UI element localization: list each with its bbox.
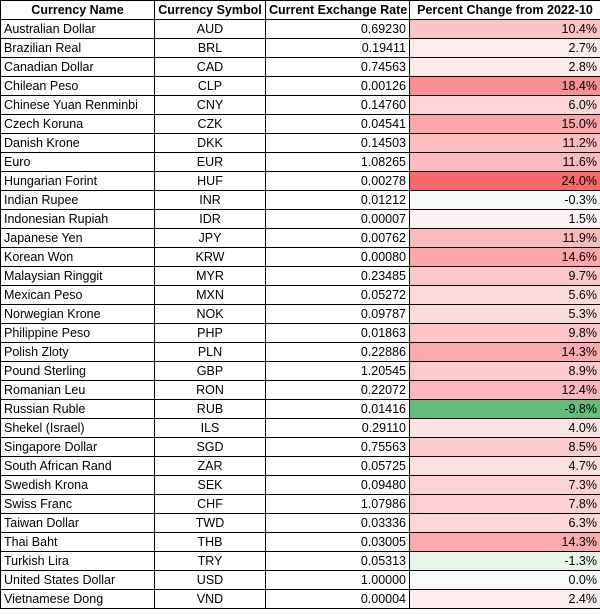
currency-name-cell: Shekel (Israel)	[1, 419, 155, 438]
percent-change-cell: 1.5%	[410, 210, 600, 229]
exchange-rate-cell: 0.00004	[266, 590, 410, 609]
currency-symbol-cell: KRW	[155, 248, 266, 267]
percent-change-cell: 8.9%	[410, 362, 600, 381]
currency-name-cell: Polish Zloty	[1, 343, 155, 362]
percent-change-cell: 4.0%	[410, 419, 600, 438]
table-row	[1, 533, 600, 552]
table-row	[1, 39, 600, 58]
exchange-rate-cell: 0.29110	[266, 419, 410, 438]
exchange-rate-cell: 0.00080	[266, 248, 410, 267]
table-row	[1, 552, 600, 571]
currency-name-cell: South African Rand	[1, 457, 155, 476]
currency-symbol-cell: RON	[155, 381, 266, 400]
table-row	[1, 115, 600, 134]
exchange-rate-cell: 1.00000	[266, 571, 410, 590]
exchange-rate-cell: 0.69230	[266, 20, 410, 39]
currency-symbol-cell: BRL	[155, 39, 266, 58]
currency-symbol-cell: TWD	[155, 514, 266, 533]
exchange-rate-cell: 1.08265	[266, 153, 410, 172]
percent-change-cell: 6.3%	[410, 514, 600, 533]
currency-symbol-cell: CZK	[155, 115, 266, 134]
header-exchange-rate: Current Exchange Rate	[266, 1, 410, 20]
currency-symbol-cell: TRY	[155, 552, 266, 571]
currency-symbol-cell: VND	[155, 590, 266, 609]
currency-name-cell: Swedish Krona	[1, 476, 155, 495]
currency-name-cell: Brazilian Real	[1, 39, 155, 58]
currency-name-cell: Danish Krone	[1, 134, 155, 153]
percent-change-cell: -9.8%	[410, 400, 600, 419]
currency-name-cell: Japanese Yen	[1, 229, 155, 248]
currency-symbol-cell: SEK	[155, 476, 266, 495]
exchange-rate-cell: 0.74563	[266, 58, 410, 77]
exchange-rate-cell: 0.03336	[266, 514, 410, 533]
exchange-rate-cell: 0.00762	[266, 229, 410, 248]
currency-symbol-cell: AUD	[155, 20, 266, 39]
header-row	[1, 1, 600, 20]
currency-name-cell: Thai Baht	[1, 533, 155, 552]
currency-name-cell: Indian Rupee	[1, 191, 155, 210]
table-row	[1, 324, 600, 343]
currency-symbol-cell: MYR	[155, 267, 266, 286]
table-row	[1, 134, 600, 153]
table-row	[1, 514, 600, 533]
percent-change-cell: 12.4%	[410, 381, 600, 400]
table-row	[1, 590, 600, 609]
currency-symbol-cell: THB	[155, 533, 266, 552]
table-row	[1, 476, 600, 495]
exchange-rate-cell: 0.14503	[266, 134, 410, 153]
currency-name-cell: Pound Sterling	[1, 362, 155, 381]
currency-symbol-cell: PLN	[155, 343, 266, 362]
percent-change-cell: 9.7%	[410, 267, 600, 286]
currency-symbol-cell: DKK	[155, 134, 266, 153]
percent-change-cell: 7.8%	[410, 495, 600, 514]
exchange-rate-cell: 0.00126	[266, 77, 410, 96]
table-row	[1, 20, 600, 39]
table-row	[1, 96, 600, 115]
currency-name-cell: Singapore Dollar	[1, 438, 155, 457]
percent-change-cell: 5.6%	[410, 286, 600, 305]
currency-symbol-cell: GBP	[155, 362, 266, 381]
currency-name-cell: Korean Won	[1, 248, 155, 267]
percent-change-cell: 11.6%	[410, 153, 600, 172]
currency-name-cell: Czech Koruna	[1, 115, 155, 134]
exchange-rate-cell: 0.00278	[266, 172, 410, 191]
percent-change-cell: -0.3%	[410, 191, 600, 210]
currency-name-cell: Chilean Peso	[1, 77, 155, 96]
percent-change-cell: 2.7%	[410, 39, 600, 58]
currency-symbol-cell: CAD	[155, 58, 266, 77]
table-row	[1, 457, 600, 476]
currency-name-cell: Turkish Lira	[1, 552, 155, 571]
exchange-rate-cell: 0.01863	[266, 324, 410, 343]
exchange-rate-cell: 0.04541	[266, 115, 410, 134]
table-row	[1, 248, 600, 267]
table-row	[1, 286, 600, 305]
currency-symbol-cell: SGD	[155, 438, 266, 457]
currency-symbol-cell: CNY	[155, 96, 266, 115]
currency-name-cell: Taiwan Dollar	[1, 514, 155, 533]
table-row	[1, 400, 600, 419]
currency-name-cell: Vietnamese Dong	[1, 590, 155, 609]
percent-change-cell: 5.3%	[410, 305, 600, 324]
percent-change-cell: 11.9%	[410, 229, 600, 248]
percent-change-cell: 0.0%	[410, 571, 600, 590]
percent-change-cell: 8.5%	[410, 438, 600, 457]
table-row	[1, 229, 600, 248]
currency-name-cell: Malaysian Ringgit	[1, 267, 155, 286]
currency-name-cell: Euro	[1, 153, 155, 172]
exchange-rate-cell: 0.09787	[266, 305, 410, 324]
currency-symbol-cell: IDR	[155, 210, 266, 229]
exchange-rate-cell: 0.75563	[266, 438, 410, 457]
currency-symbol-cell: HUF	[155, 172, 266, 191]
currency-symbol-cell: CHF	[155, 495, 266, 514]
currency-name-cell: Chinese Yuan Renminbi	[1, 96, 155, 115]
table-row	[1, 343, 600, 362]
percent-change-cell: 7.3%	[410, 476, 600, 495]
table-row	[1, 438, 600, 457]
exchange-rate-cell: 1.07986	[266, 495, 410, 514]
currency-symbol-cell: ILS	[155, 419, 266, 438]
exchange-rate-cell: 0.05313	[266, 552, 410, 571]
table-row	[1, 191, 600, 210]
currency-name-cell: Romanian Leu	[1, 381, 155, 400]
percent-change-cell: 10.4%	[410, 20, 600, 39]
exchange-rate-cell: 0.00007	[266, 210, 410, 229]
currency-symbol-cell: USD	[155, 571, 266, 590]
percent-change-cell: 2.4%	[410, 590, 600, 609]
currency-name-cell: Hungarian Forint	[1, 172, 155, 191]
currency-name-cell: Russian Ruble	[1, 400, 155, 419]
currency-name-cell: United States Dollar	[1, 571, 155, 590]
table-row	[1, 172, 600, 191]
percent-change-cell: 14.3%	[410, 533, 600, 552]
exchange-rate-cell: 0.01212	[266, 191, 410, 210]
exchange-rate-cell: 0.22072	[266, 381, 410, 400]
currency-symbol-cell: ZAR	[155, 457, 266, 476]
header-percent-change: Percent Change from 2022-10	[410, 1, 600, 20]
table-row	[1, 495, 600, 514]
percent-change-cell: 15.0%	[410, 115, 600, 134]
exchange-rate-cell: 0.19411	[266, 39, 410, 58]
exchange-rate-cell: 0.03005	[266, 533, 410, 552]
header-currency-symbol: Currency Symbol	[155, 1, 266, 20]
percent-change-cell: 6.0%	[410, 96, 600, 115]
percent-change-cell: 9.8%	[410, 324, 600, 343]
currency-name-cell: Australian Dollar	[1, 20, 155, 39]
table-row	[1, 419, 600, 438]
currency-name-cell: Indonesian Rupiah	[1, 210, 155, 229]
table-row	[1, 77, 600, 96]
exchange-rate-cell: 0.01416	[266, 400, 410, 419]
exchange-rate-cell: 0.05272	[266, 286, 410, 305]
currency-symbol-cell: INR	[155, 191, 266, 210]
currency-symbol-cell: CLP	[155, 77, 266, 96]
table-row	[1, 58, 600, 77]
percent-change-cell: 2.8%	[410, 58, 600, 77]
currency-name-cell: Swiss Franc	[1, 495, 155, 514]
currency-symbol-cell: RUB	[155, 400, 266, 419]
currency-symbol-cell: PHP	[155, 324, 266, 343]
table-row	[1, 381, 600, 400]
table-row	[1, 267, 600, 286]
percent-change-cell: 24.0%	[410, 172, 600, 191]
percent-change-cell: -1.3%	[410, 552, 600, 571]
percent-change-cell: 11.2%	[410, 134, 600, 153]
exchange-rate-cell: 0.23485	[266, 267, 410, 286]
currency-symbol-cell: MXN	[155, 286, 266, 305]
currency-symbol-cell: JPY	[155, 229, 266, 248]
table-row	[1, 153, 600, 172]
exchange-rate-cell: 0.05725	[266, 457, 410, 476]
table-row	[1, 210, 600, 229]
percent-change-cell: 18.4%	[410, 77, 600, 96]
percent-change-cell: 4.7%	[410, 457, 600, 476]
currency-name-cell: Mexican Peso	[1, 286, 155, 305]
table-row	[1, 362, 600, 381]
currency-name-cell: Philippine Peso	[1, 324, 155, 343]
percent-change-cell: 14.3%	[410, 343, 600, 362]
currency-symbol-cell: EUR	[155, 153, 266, 172]
exchange-rate-cell: 0.09480	[266, 476, 410, 495]
currency-name-cell: Norwegian Krone	[1, 305, 155, 324]
table-row	[1, 571, 600, 590]
currency-symbol-cell: NOK	[155, 305, 266, 324]
exchange-rate-cell: 1.20545	[266, 362, 410, 381]
exchange-rate-cell: 0.22886	[266, 343, 410, 362]
table-row	[1, 305, 600, 324]
exchange-rate-cell: 0.14760	[266, 96, 410, 115]
percent-change-cell: 14.6%	[410, 248, 600, 267]
currency-name-cell: Canadian Dollar	[1, 58, 155, 77]
header-currency-name: Currency Name	[1, 1, 155, 20]
